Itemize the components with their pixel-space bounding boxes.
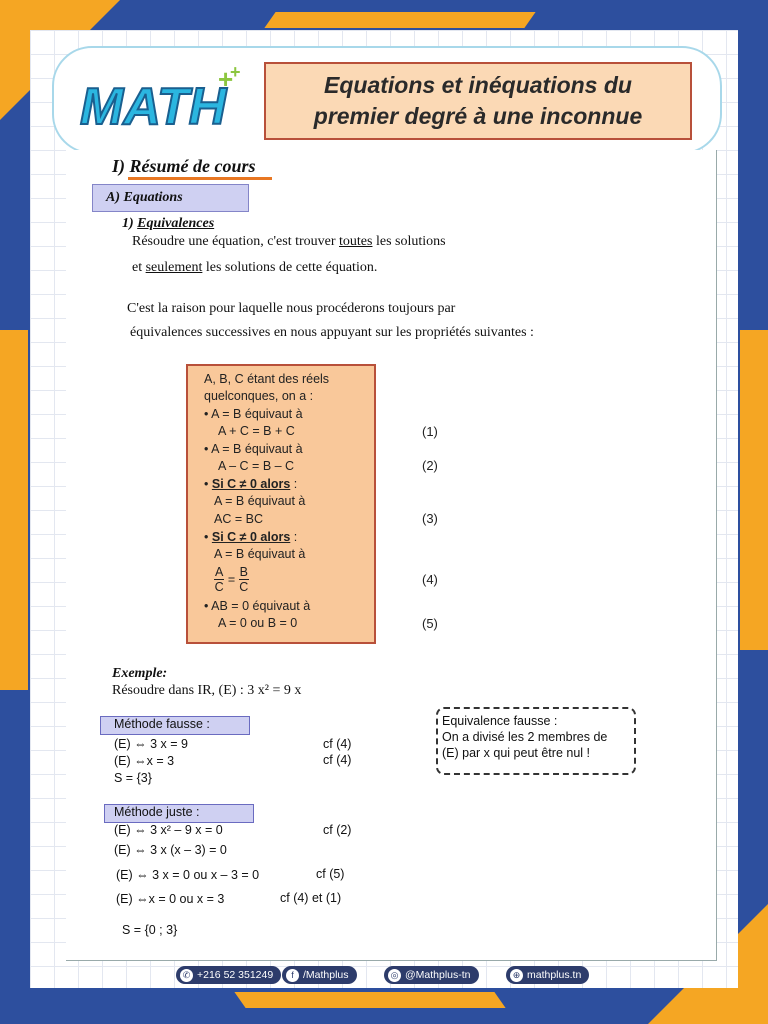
footer-facebook[interactable]: f /Mathplus bbox=[282, 966, 357, 984]
wrong-line-1: (E) ⇔ 3 x = 9 bbox=[114, 737, 188, 751]
prop-2-b: A – C = B – C bbox=[218, 459, 295, 473]
example-statement: Résoudre dans IR, (E) : 3 x² = 9 x bbox=[112, 683, 302, 698]
example-label: Exemple: bbox=[112, 666, 168, 681]
right-line-3: (E) ⇔ 3 x = 0 ou x – 3 = 0 bbox=[116, 868, 260, 882]
right-ref-4: cf (4) et (1) bbox=[280, 891, 342, 905]
svg-text:+: + bbox=[218, 64, 234, 94]
prop-1-a: • A = B équivaut à bbox=[204, 407, 303, 421]
callout-line-1: Equivalence fausse : bbox=[442, 714, 558, 728]
wrong-method-title: Méthode fausse : bbox=[114, 717, 210, 731]
prop-3-b: A = B équivaut à bbox=[214, 494, 306, 508]
subsection-a-label: A) Equations bbox=[106, 190, 183, 205]
footer-website[interactable]: ⊕ mathplus.tn bbox=[506, 966, 589, 984]
prop-3-a: • Si C ≠ 0 alors : bbox=[204, 477, 298, 491]
section-heading: I) Résumé de cours bbox=[112, 156, 256, 176]
prop-4-fraction: $\frac{A}{C}$ = $\frac{B}{C}$ bbox=[214, 565, 249, 594]
heading-underline bbox=[128, 177, 272, 180]
title-line-2: premier degré à une inconnue bbox=[313, 103, 643, 129]
prop-intro-1: A, B, C étant des réels bbox=[204, 372, 330, 386]
prop-5-a: • AB = 0 équivaut à bbox=[204, 599, 311, 613]
wrong-ref-1: cf (4) bbox=[323, 737, 352, 751]
prop-label-2: (2) bbox=[422, 458, 438, 473]
facebook-icon: f bbox=[286, 969, 299, 982]
title-box bbox=[264, 62, 692, 140]
right-line-5: S = {0 ; 3} bbox=[122, 923, 178, 937]
prop-3-c: AC = BC bbox=[214, 512, 263, 526]
frame-orange-bottom bbox=[234, 992, 505, 1008]
prop-2-a: • A = B équivaut à bbox=[204, 442, 303, 456]
prop-1-b: A + C = B + C bbox=[218, 424, 295, 438]
right-line-1: (E) ⇔ 3 x² – 9 x = 0 bbox=[114, 823, 223, 837]
intro-line-2: et seulement les solutions de cette équation. bbox=[132, 260, 378, 275]
wrong-line-3: S = {3} bbox=[114, 771, 152, 785]
prop-label-3: (3) bbox=[422, 511, 438, 526]
prop-label-1: (1) bbox=[422, 424, 438, 439]
title-line-1: Equations et inéquations du bbox=[324, 72, 632, 98]
callout-line-3: (E) par x qui peut être nul ! bbox=[442, 746, 590, 760]
subsection-1-heading: 1) Equivalences bbox=[122, 216, 215, 231]
page-title bbox=[266, 70, 690, 132]
whatsapp-icon: ✆ bbox=[180, 969, 193, 982]
frame-orange-right bbox=[740, 330, 768, 650]
right-line-4: (E) ⇔x = 0 ou x = 3 bbox=[116, 892, 225, 906]
footer-instagram[interactable]: ◎ @Mathplus-tn bbox=[384, 966, 479, 984]
wrong-line-2: (E) ⇔x = 3 bbox=[114, 754, 175, 768]
prop-intro-2: quelconques, on a : bbox=[204, 389, 314, 403]
intro-line-4: équivalences successives en nous appuyant sur les propriétés suivantes : bbox=[130, 325, 534, 340]
prop-4-b: A = B équivaut à bbox=[214, 547, 306, 561]
prop-4-a: • Si C ≠ 0 alors : bbox=[204, 530, 298, 544]
globe-icon: ⊕ bbox=[510, 969, 523, 982]
instagram-icon: ◎ bbox=[388, 969, 401, 982]
right-line-2: (E) ⇔ 3 x (x – 3) = 0 bbox=[114, 843, 227, 857]
intro-line-3: C'est la raison pour laquelle nous procéderons toujours par bbox=[127, 301, 456, 316]
svg-text:+: + bbox=[230, 62, 241, 82]
intro-line-1: Résoudre une équation, c'est trouver toutes les solutions bbox=[132, 234, 446, 249]
prop-label-5: (5) bbox=[422, 616, 438, 631]
wrong-ref-2: cf (4) bbox=[323, 753, 352, 767]
math-logo bbox=[76, 62, 246, 140]
footer-phone[interactable]: ✆ +216 52 351249 bbox=[176, 966, 281, 984]
prop-label-4: (4) bbox=[422, 572, 438, 587]
callout-line-2: On a divisé les 2 membres de bbox=[442, 730, 608, 744]
frame-orange-left bbox=[0, 330, 28, 690]
logo-text: MATH bbox=[80, 78, 227, 136]
right-method-title: Méthode juste : bbox=[114, 805, 200, 819]
right-ref-1: cf (2) bbox=[323, 823, 352, 837]
right-ref-3: cf (5) bbox=[316, 867, 345, 881]
frame-orange-top bbox=[264, 12, 535, 28]
prop-5-b: A = 0 ou B = 0 bbox=[218, 616, 298, 630]
